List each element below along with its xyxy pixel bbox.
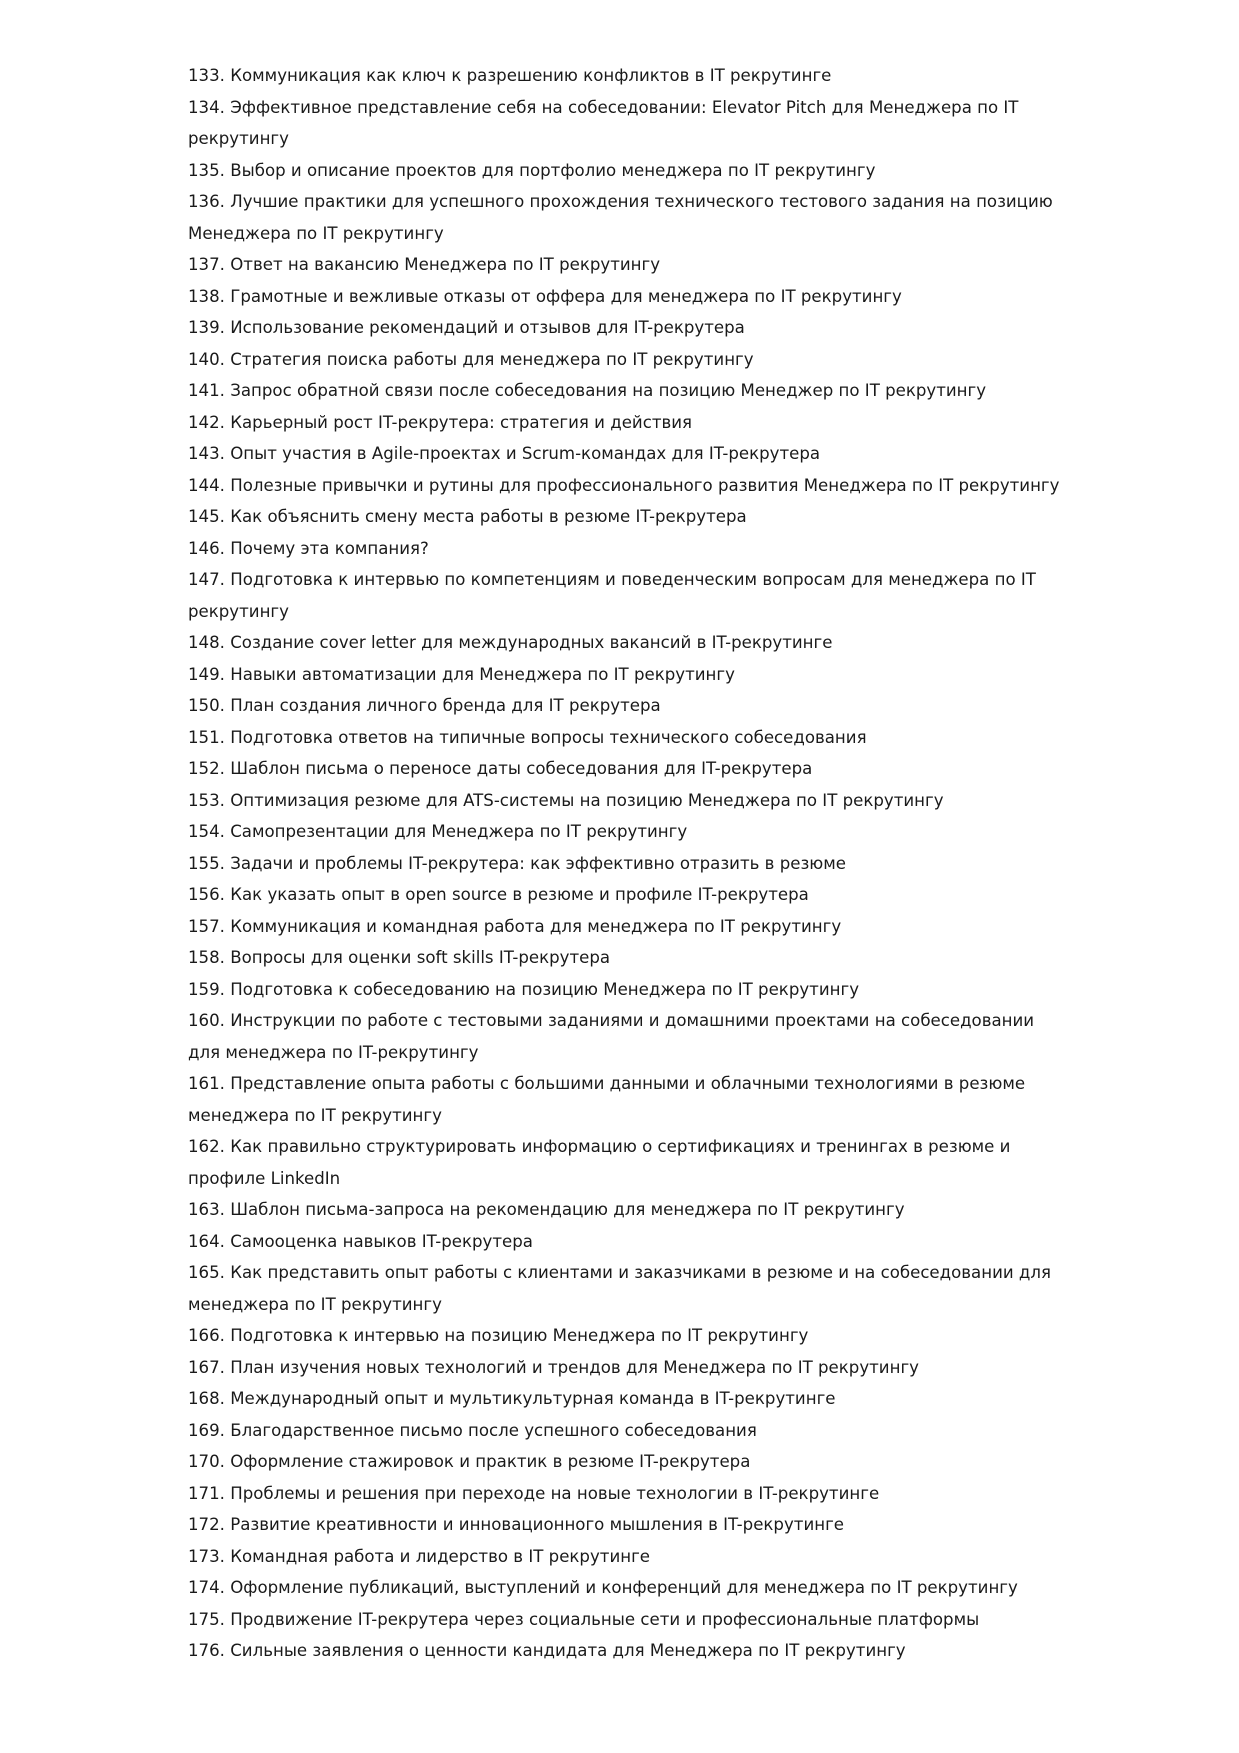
list-item: 153. Оптимизация резюме для ATS-системы на позицию Менеджера по IT рекрутингу [188,790,944,810]
list-item: 134. Эффективное представление себя на собеседовании: Elevator Pitch для Менеджера по IT рекрутингу [188,97,1019,148]
list-item: 143. Опыт участия в Agile-проектах и Scrum-командах для IT-рекрутера [188,444,821,463]
list-item: 169. Благодарственное письмо после успешного собеседования [188,1420,757,1440]
list-item: 176. Сильные заявления о ценности кандидата для Менеджера по IT рекрутингу [188,1641,906,1660]
list-item: 148. Создание cover letter для международных вакансий в IT-рекрутинге [188,633,833,652]
list-item: 144. Полезные привычки и рутины для профессионального развития Менеджера по IT рекрутингу [188,475,1060,495]
list-item: 149. Навыки автоматизации для Менеджера по IT рекрутингу [188,664,735,684]
list-item: 168. Международный опыт и мультикультурная команда в IT-рекрутинге [188,1389,836,1408]
list-item: 133. Коммуникация как ключ к разрешению конфликтов в IT рекрутинге [188,66,832,85]
list-item: 162. Как правильно структурировать информацию о сертификациях и тренингах в резюме и профиле LinkedIn [188,1137,1011,1188]
list-item: 154. Самопрезентации для Менеджера по IT рекрутингу [188,822,688,841]
list-item: 152. Шаблон письма о переносе даты собеседования для IT-рекрутера [188,759,813,778]
list-item: 173. Командная работа и лидерство в IT рекрутинге [188,1546,650,1566]
list-item: 174. Оформление публикаций, выступлений и конференций для менеджера по IT рекрутингу [188,1578,1018,1597]
list-item: 150. План создания личного бренда для IT рекрутера [188,696,661,715]
list-item: 156. Как указать опыт в open source в резюме и профиле IT-рекрутера [188,885,809,904]
list-item: 158. Вопросы для оценки soft skills IT-рекрутера [188,948,611,967]
list-item: 159. Подготовка к собеседованию на позицию Менеджера по IT рекрутингу [188,979,860,999]
list-item: 170. Оформление стажировок и практик в резюме IT-рекрутера [188,1452,751,1471]
list-item: 160. Инструкции по работе с тестовыми заданиями и домашними проектами на собеседовании для менеджера по IT-рекрутингу [188,1011,1035,1062]
list-item: 139. Использование рекомендаций и отзывов для IT-рекрутера [188,318,745,337]
list-item: 141. Запрос обратной связи после собеседования на позицию Менеджер по IT рекрутингу [188,381,987,400]
list-item: 157. Коммуникация и командная работа для менеджера по IT рекрутингу [188,916,842,936]
list-item: 135. Выбор и описание проектов для портфолио менеджера по IT рекрутингу [188,160,876,180]
list-item: 163. Шаблон письма-запроса на рекомендацию для менеджера по IT рекрутингу [188,1200,905,1219]
list-item: 155. Задачи и проблемы IT-рекрутера: как эффективно отразить в резюме [188,853,846,873]
list-item: 166. Подготовка к интервью на позицию Менеджера по IT рекрутингу [188,1326,809,1345]
list-item: 136. Лучшие практики для успешного прохождения технического тестового задания на позицию Менеджера по IT рекрутингу [188,192,1053,243]
topic-list [188,60,1068,1667]
list-item: 138. Грамотные и вежливые отказы от оффера для менеджера по IT рекрутингу [188,286,902,306]
document-page [188,60,1068,1667]
list-item: 147. Подготовка к интервью по компетенциям и поведенческим вопросам для менеджера по IT рекрутингу [188,570,1036,621]
list-item: 151. Подготовка ответов на типичные вопросы технического собеседования [188,727,867,747]
list-item: 165. Как представить опыт работы с клиентами и заказчиками в резюме и на собеседовании для менеджера по IT рекрутингу [188,1263,1051,1314]
list-item: 175. Продвижение IT-рекрутера через социальные сети и профессиональные платформы [188,1609,980,1629]
list-item: 146. Почему эта компания? [188,538,429,558]
list-item: 140. Стратегия поиска работы для менеджера по IT рекрутингу [188,349,754,369]
list-item: 167. План изучения новых технологий и трендов для Менеджера по IT рекрутингу [188,1357,919,1377]
list-item: 145. Как объяснить смену места работы в резюме IT-рекрутера [188,507,747,526]
list-item: 171. Проблемы и решения при переходе на новые технологии в IT-рекрутинге [188,1483,880,1503]
list-item: 137. Ответ на вакансию Менеджера по IT рекрутингу [188,255,661,274]
list-item: 164. Самооценка навыков IT-рекрутера [188,1231,533,1251]
list-item: 161. Представление опыта работы с большими данными и облачными технологиями в резюме менеджера по IT рекрутингу [188,1074,1026,1125]
list-item: 172. Развитие креативности и инновационного мышления в IT-рекрутинге [188,1515,845,1534]
list-item: 142. Карьерный рост IT-рекрутера: стратегия и действия [188,412,693,432]
